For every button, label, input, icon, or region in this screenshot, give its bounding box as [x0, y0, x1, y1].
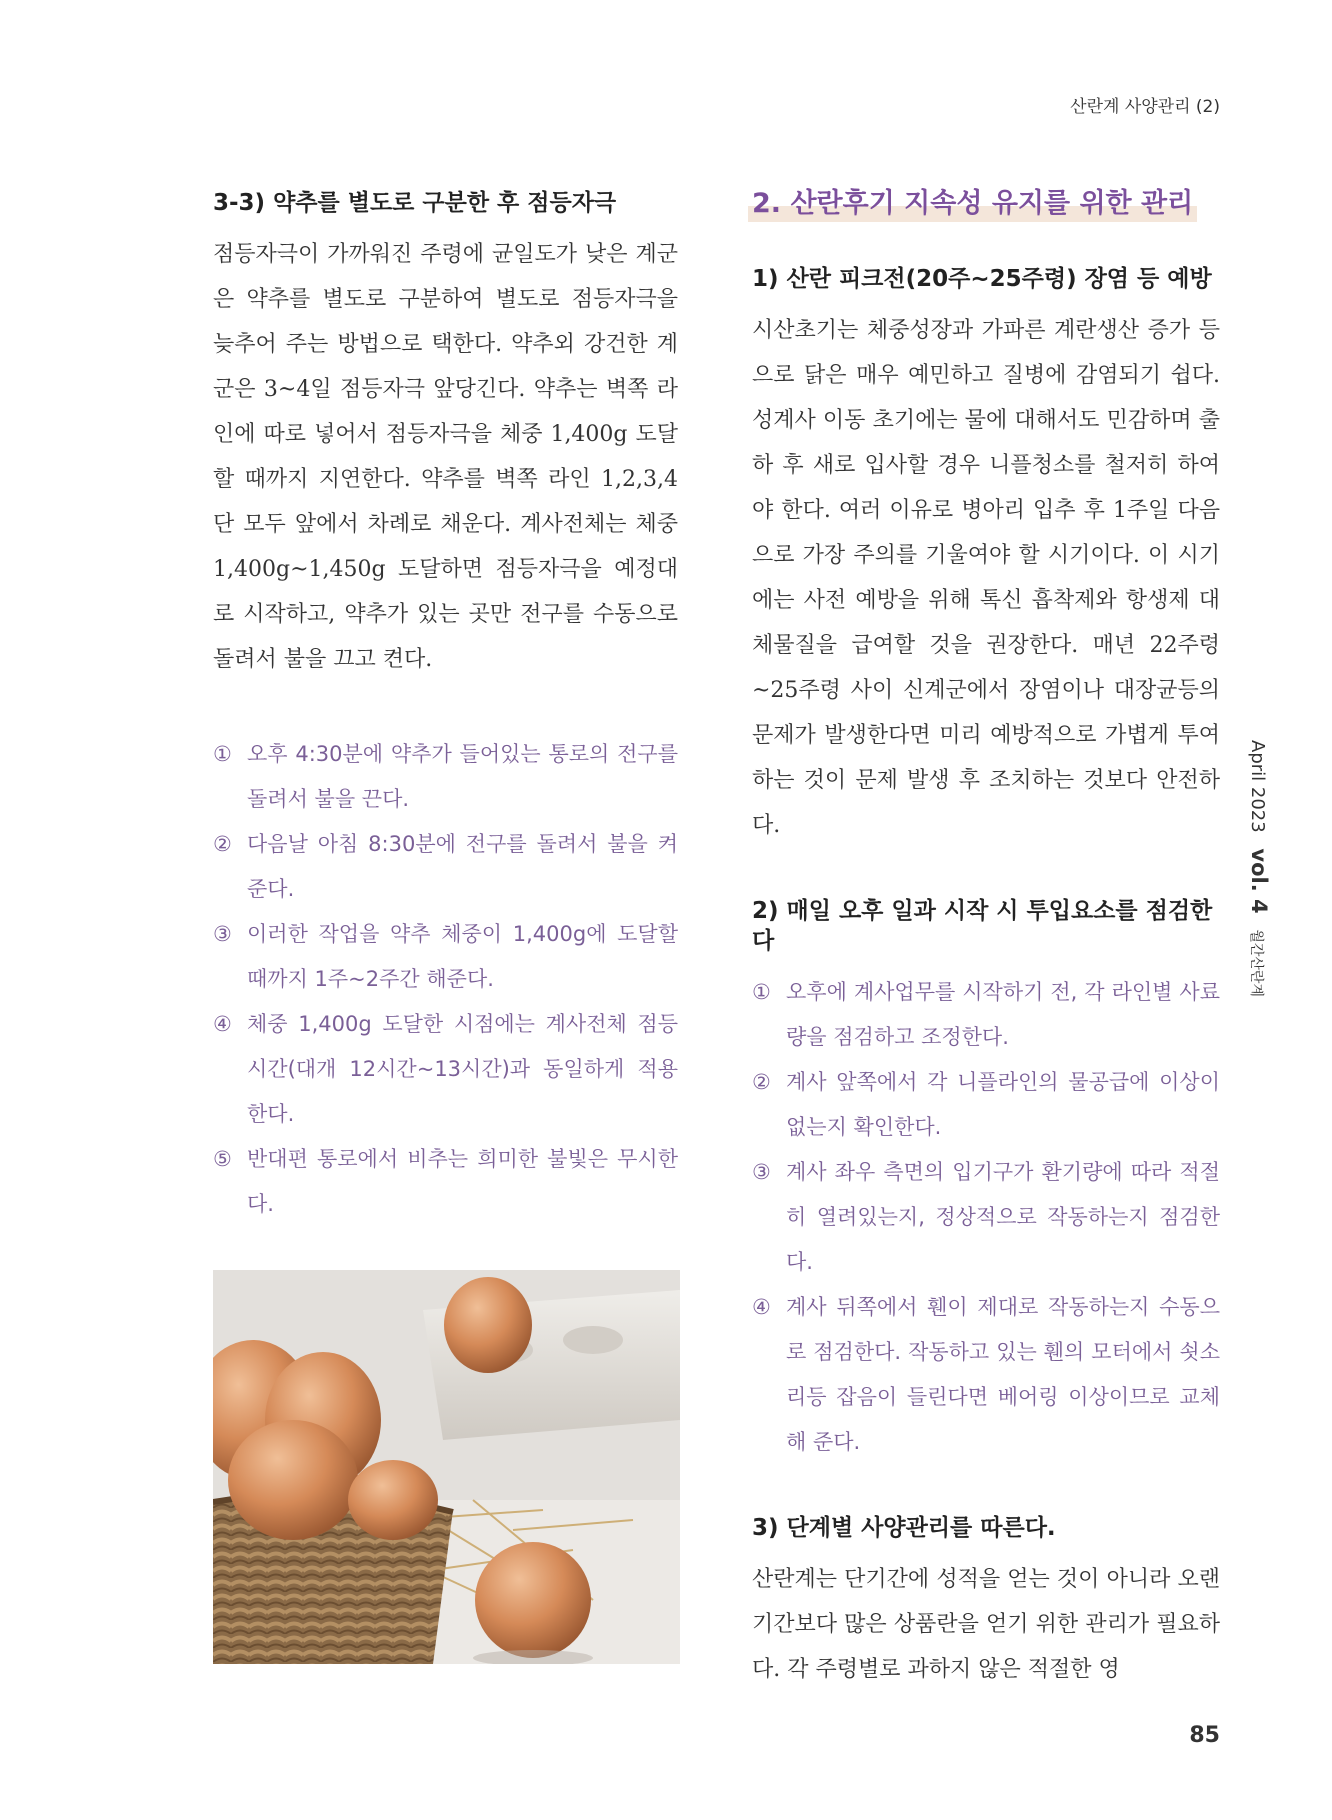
step-list [213, 732, 678, 1227]
page-number: 85 [1189, 1723, 1220, 1748]
list-item: ③ 이러한 작업을 약추 체중이 1,400g에 도달할 때까지 1주~2주간 해준다. [213, 922, 678, 991]
list-item: ③ 계사 좌우 측면의 입기구가 환기량에 따라 적절히 열려있는지, 정상적으로 작동하는지 점검한다. [752, 1160, 1220, 1274]
list-item: ⑤ 반대편 통로에서 비추는 희미한 불빛은 무시한다. [213, 1147, 678, 1216]
subsection-heading: 2) 매일 오후 일과 시작 시 투입요소를 점검한다 [752, 898, 1213, 954]
list-item: ② 계사 앞쪽에서 각 니플라인의 물공급에 이상이 없는지 확인한다. [752, 1070, 1220, 1139]
subsection-heading: 3-3) 약추를 별도로 구분한 후 점등자극 [213, 190, 617, 216]
magazine-name: 월간산란계 [1248, 929, 1264, 997]
volume-label: vol. 4 [1247, 848, 1271, 914]
body-paragraph: 점등자극이 가까워진 주령에 균일도가 낮은 계군은 약추를 별도로 구분하여 별도로 점등자극을 늦추어 주는 방법으로 택한다. 약추외 강건한 계군은 3~4일 점등자극 앞당긴다. 약추는 벽쪽 라인에 따로 넣어서 점등자극을 체중 1,400g 도달할 때까지 지연한다. 약추를 벽쪽 라인 1,2,3,4단 모두 앞에서 차례로 채운다. 계사전체는 체중 1,400g~1,450g 도달하면 점등자극을 예정대로 시작하고, 약추가 있는 곳만 전구를 수동으로 돌려서 불을 끄고 켠다. [213, 242, 678, 672]
subsection-heading: 3) 단계별 사양관리를 따른다. [752, 1515, 1056, 1541]
list-item: ② 다음날 아침 8:30분에 전구를 돌려서 불을 켜준다. [213, 832, 678, 901]
list-item: ④ 체중 1,400g 도달한 시점에는 계사전체 점등시간(대개 12시간~13시간)과 동일하게 적용한다. [213, 1012, 678, 1126]
issue-info [1247, 740, 1291, 1040]
body-paragraph: 시산초기는 체중성장과 가파른 계란생산 증가 등으로 닭은 매우 예민하고 질병에 감염되기 쉽다. 성계사 이동 초기에는 물에 대해서도 민감하며 출하 후 새로 입사할 경우 니플청소를 철저히 하여야 한다. 여러 이유로 병아리 입추 후 1주일 다음으로 가장 주의를 기울여야 할 시기이다. 이 시기에는 사전 예방을 위해 톡신 흡착제와 항생제 대체물질을 급여할 것을 권장한다. 매년 22주령~25주령 사이 신계군에서 장염이나 대장균등의 문제가 발생한다면 미리 예방적으로 가볍게 투여하는 것이 문제 발생 후 조치하는 것보다 안전하다. [752, 318, 1220, 838]
list-item: ④ 계사 뒤쪽에서 휀이 제대로 작동하는지 수동으로 점검한다. 작동하고 있는 휀의 모터에서 쇳소리등 잡음이 들린다면 베어링 이상이므로 교체해 준다. [752, 1295, 1220, 1454]
section-title: 산란계 사양관리 (2) [1070, 97, 1220, 117]
issue-date: April 2023 [1247, 740, 1268, 833]
step-list [752, 970, 1220, 1465]
eggs-photo [213, 1270, 680, 1664]
main-heading: 2. 산란후기 지속성 유지를 위한 관리 [748, 186, 1197, 222]
right-column [752, 188, 1220, 1692]
list-item: ① 오후에 계사업무를 시작하기 전, 각 라인별 사료량을 점검하고 조정한다. [752, 980, 1220, 1049]
eggs-illustration [213, 1270, 680, 1664]
list-item: ① 오후 4:30분에 약추가 들어있는 통로의 전구를 돌려서 불을 끈다. [213, 742, 678, 811]
left-column [213, 188, 678, 1227]
body-paragraph: 산란계는 단기간에 성적을 얻는 것이 아니라 오랜기간보다 많은 상품란을 얻기 위한 관리가 필요하다. 각 주령별로 과하지 않은 적절한 영 [752, 1567, 1220, 1682]
subsection-heading: 1) 산란 피크전(20주~25주령) 장염 등 예방 [752, 266, 1212, 292]
